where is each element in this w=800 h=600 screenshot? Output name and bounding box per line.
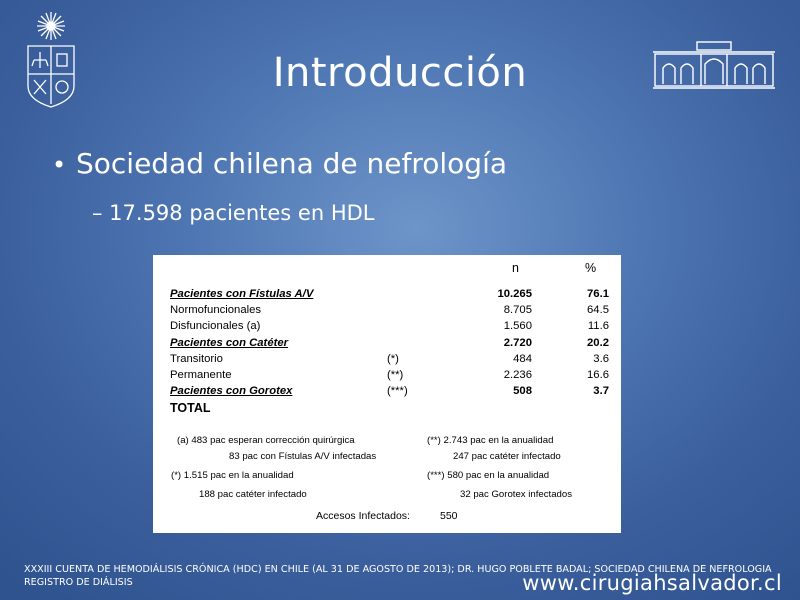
row-count: 508	[513, 385, 532, 398]
row-footnote-mark: (**)	[387, 369, 404, 381]
infected-access-value: 550	[440, 510, 458, 522]
citation-line-1: XXXIII CUENTA DE HEMODIÁLISIS CRÓNICA (HDC) EN CHILE (AL 31 DE AGOSTO DE 2013); DR. HUGO POBLETE BADAL; SOCIEDAD CHILENA DE NEFROLOGIA	[24, 564, 772, 575]
row-label: Pacientes con Gorotex	[170, 385, 293, 398]
row-percent: 11.6	[587, 320, 609, 333]
website-url: www.cirugiahsalvador.cl	[522, 571, 782, 595]
row-percent: 3.7	[593, 385, 609, 398]
infected-access-label: Accesos Infectados:	[316, 510, 410, 522]
note-star-line2: 188 pac catéter infectado	[199, 489, 307, 500]
column-header-n: n	[512, 261, 519, 275]
note-3star-line2: 32 pac Gorotex infectados	[460, 489, 572, 500]
row-label: TOTAL	[170, 401, 211, 416]
row-percent: 16.6	[587, 369, 609, 381]
row-percent: 20.2	[587, 336, 609, 349]
sub-bullet-text: – 17.598 pacientes en HDL	[92, 201, 375, 225]
row-label: Normofuncionales	[170, 304, 262, 317]
row-label: Pacientes con Fístulas A/V	[170, 288, 314, 300]
note-star-line1: (*) 1.515 pac en la anualidad	[171, 470, 294, 481]
row-percent: 76.1	[587, 288, 609, 300]
note-a-line2: 83 pac con Fístulas A/V infectadas	[229, 451, 377, 462]
row-count: 2.720	[503, 336, 532, 349]
column-header-percent: %	[585, 261, 597, 275]
note-a-line1: (a) 483 pac esperan corrección quirúrgica	[177, 435, 355, 446]
row-count: 484	[513, 352, 532, 365]
dialysis-access-table	[153, 255, 621, 533]
slide-title: Introducción	[272, 50, 528, 96]
row-count: 8.705	[503, 304, 532, 317]
bullet-dot-icon: •	[52, 151, 67, 179]
bullet-text: Sociedad chilena de nefrología	[76, 147, 508, 180]
row-percent: 64.5	[587, 304, 609, 317]
note-2star-line2: 247 pac catéter infectado	[453, 451, 561, 462]
bullet-item	[52, 147, 507, 180]
row-label: Disfuncionales (a)	[170, 320, 261, 333]
row-footnote-mark: (***)	[387, 385, 408, 398]
row-count: 10.265	[497, 288, 532, 300]
row-label: Transitorio	[170, 352, 223, 365]
row-footnote-mark: (*)	[387, 352, 399, 365]
row-percent: 3.6	[593, 352, 609, 365]
row-label: Pacientes con Catéter	[170, 336, 289, 349]
row-count: 2.236	[503, 369, 532, 381]
note-2star-line1: (**) 2.743 pac en la anualidad	[427, 435, 554, 446]
note-3star-line1: (***) 580 pac en la anualidad	[427, 470, 550, 481]
citation-line-2: REGISTRO DE DIÁLISIS	[24, 577, 133, 588]
row-label: Permanente	[170, 369, 232, 381]
row-count: 1.560	[503, 320, 532, 333]
